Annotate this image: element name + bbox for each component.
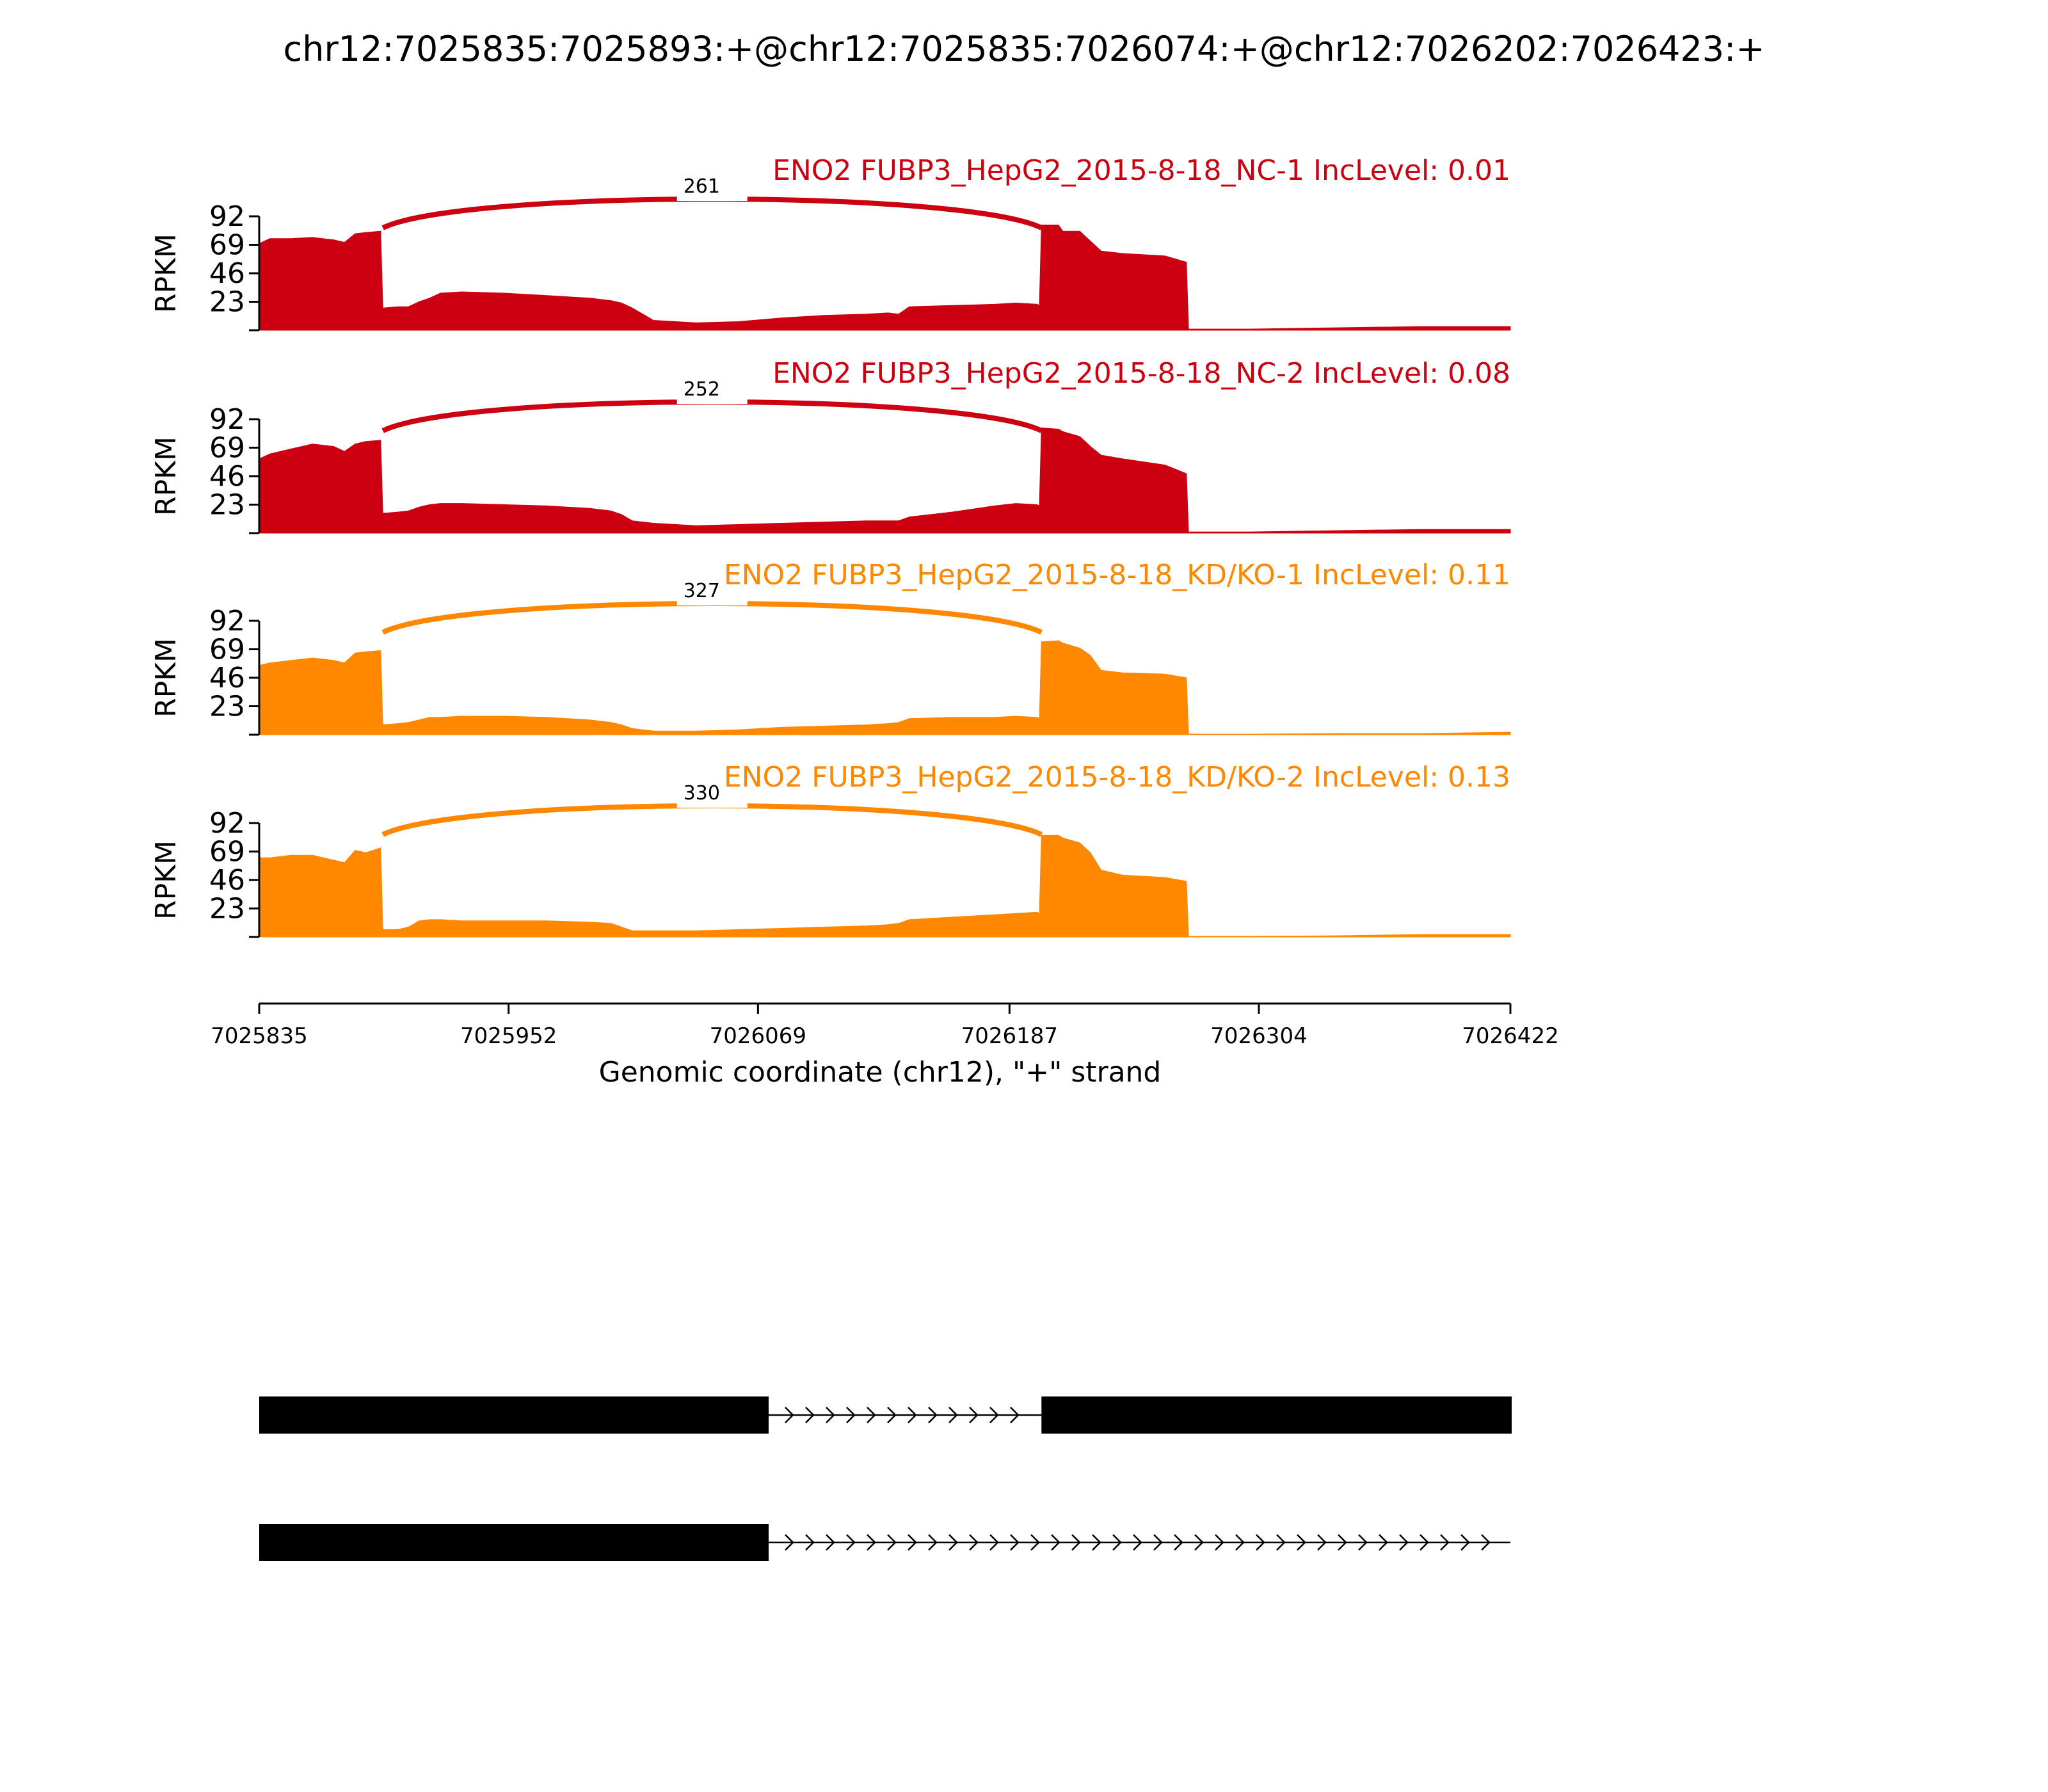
x-tick-label: 7026187 (961, 1023, 1059, 1049)
y-tick-label: 23 (209, 892, 245, 925)
y-tick-label: 69 (209, 228, 245, 262)
exon (1041, 1396, 1512, 1434)
y-tick-label: 92 (209, 807, 245, 840)
y-tick-label: 23 (209, 690, 245, 723)
junction-count-label: 261 (683, 175, 720, 198)
y-axis-label: RPKM (150, 234, 182, 313)
y-axis-label: RPKM (150, 436, 182, 516)
y-axis-label: RPKM (150, 840, 182, 920)
exon (259, 1524, 769, 1561)
sample-label: ENO2 FUBP3_HepG2_2015-8-18_KD/KO-1 IncLevel: 0.11 (723, 559, 1510, 591)
y-tick-label: 46 (209, 460, 245, 493)
y-tick-label: 92 (209, 403, 245, 436)
sample-label: ENO2 FUBP3_HepG2_2015-8-18_KD/KO-2 IncLevel: 0.13 (723, 761, 1510, 794)
y-tick-label: 23 (209, 488, 245, 522)
x-tick-label: 7026422 (1462, 1023, 1559, 1049)
y-tick-label: 46 (209, 864, 245, 897)
x-tick-label: 7026304 (1210, 1023, 1308, 1049)
y-tick-label: 46 (209, 257, 245, 290)
y-tick-label: 69 (209, 633, 245, 666)
y-tick-label: 23 (209, 285, 245, 319)
y-tick-label: 92 (209, 605, 245, 637)
y-axis-label: RPKM (150, 638, 182, 717)
x-tick-label: 7026069 (709, 1023, 807, 1049)
x-tick-label: 7025835 (211, 1023, 308, 1049)
y-tick-label: 69 (209, 431, 245, 465)
sample-label: ENO2 FUBP3_HepG2_2015-8-18_NC-2 IncLevel: 0.08 (772, 357, 1510, 390)
y-tick-label: 92 (209, 200, 245, 233)
junction-count-label: 330 (683, 782, 720, 804)
exon (259, 1396, 769, 1434)
x-tick-label: 7025952 (460, 1023, 557, 1049)
sample-label: ENO2 FUBP3_HepG2_2015-8-18_NC-1 IncLevel: 0.01 (772, 154, 1510, 187)
y-tick-label: 69 (209, 835, 245, 868)
junction-count-label: 327 (683, 580, 720, 602)
chart-title: chr12:7025835:7025893:+@chr12:7025835:7026074:+@chr12:7026202:7026423:+ (283, 29, 1765, 69)
x-axis-label: Genomic coordinate (chr12), "+" strand (598, 1056, 1162, 1089)
junction-count-label: 252 (683, 378, 720, 401)
y-tick-label: 46 (209, 662, 245, 694)
